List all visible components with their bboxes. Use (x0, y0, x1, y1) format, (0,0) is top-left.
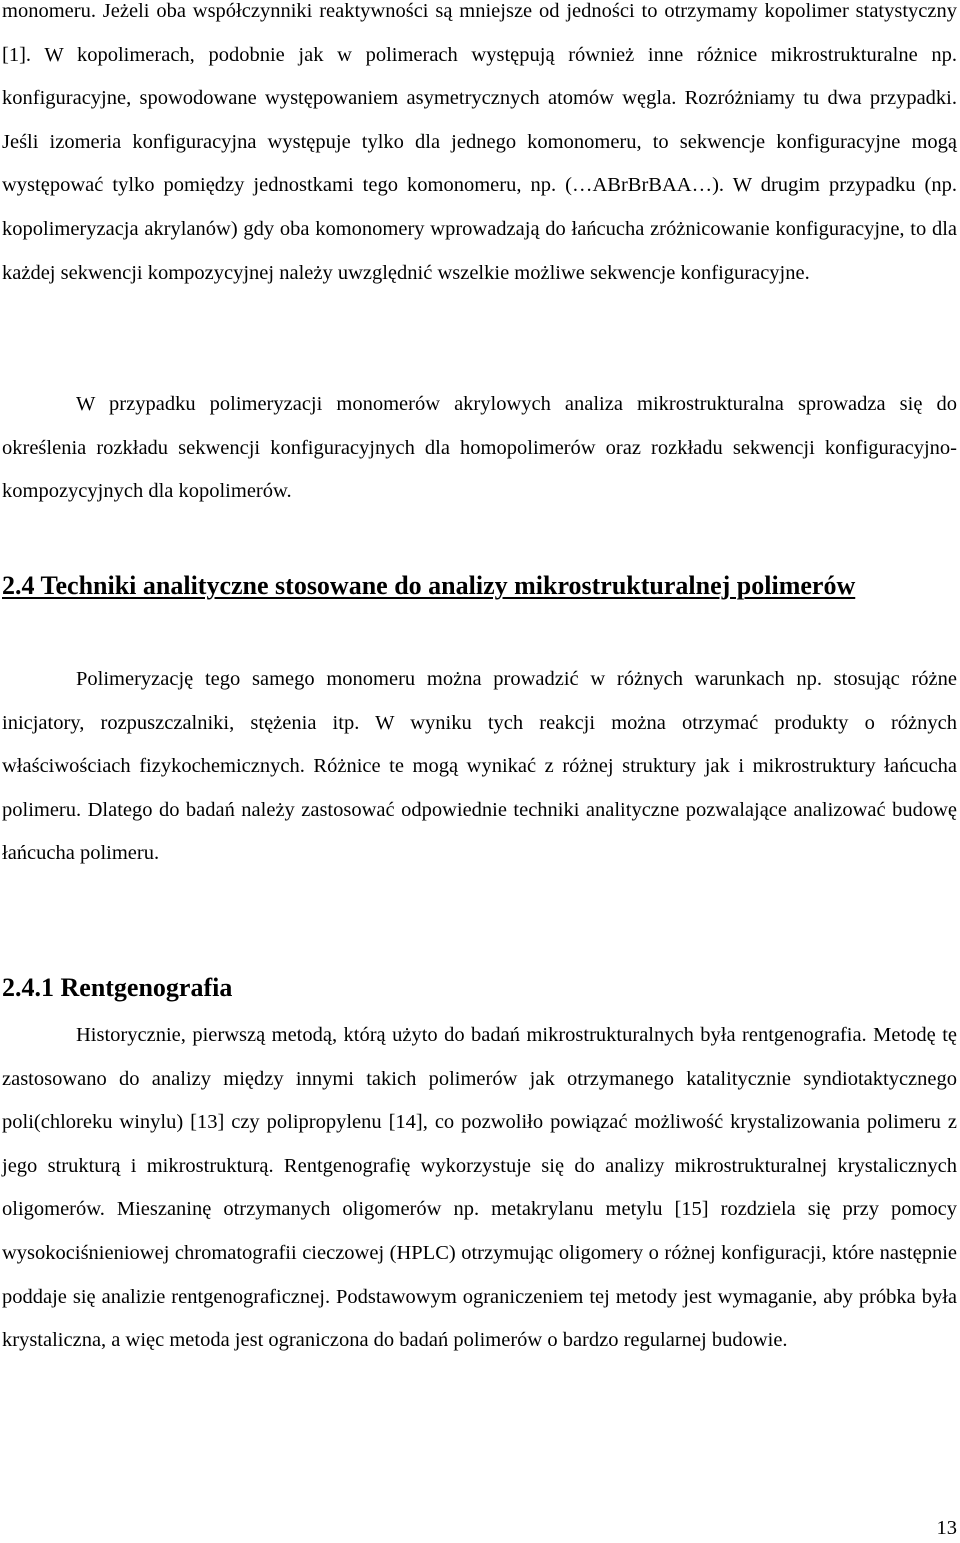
paragraph-x-ray-diffraction: Historycznie, pierwszą metodą, którą użyto do badań mikrostrukturalnych była rentgenografia. Metodę tę zastosowano do analizy między innymi takich polimerów jak otrzymanego katalitycznie syndiotaktycznego poli(chloreku winylu) [13] czy polipropylenu [14], co pozwoliło powiązać możliwość krystalizowania polimeru z jego strukturą i mikrostrukturą. Rentgenografię wykorzystuje się do analizy mikrostrukturalnej krystalicznych oligomerów. Mieszaninę otrzymanych oligomerów np. metakrylanu metylu [15] rozdziela się przy pomocy wysokociśnieniowej chromatografii cieczowej (HPLC) otrzymując oligomery o różnej konfiguracji, które następnie poddaje się analizie rentgenograficznej. Podstawowym ograniczeniem tej metody jest wymaganie, aby próbka była krystaliczna, a więc metoda jest ograniczona do badań polimerów o bardzo regularnej budowie. (2, 1024, 957, 1352)
paragraph-acrylic-microstructure: W przypadku polimeryzacji monomerów akrylowych analiza mikrostrukturalna sprowadza się do określenia rozkładu sekwencji konfiguracyjnych dla homopolimerów oraz rozkładu sekwencji konfiguracyjno-kompozycyjnych dla kopolimerów. (2, 393, 957, 503)
section-heading-2-4-1: 2.4.1 Rentgenografia (2, 973, 233, 1002)
page-number: 13 (936, 1517, 957, 1539)
section-heading-2-4-text: 2.4 Techniki analityczne stosowane do analizy mikrostrukturalnej polimerów (2, 571, 856, 600)
section-heading-2-4 (2, 560, 958, 612)
paragraph-copolymer-configurations: monomeru. Jeżeli oba współczynniki reaktywności są mniejsze od jedności to otrzymamy kopolimer statystyczny [1]. W kopolimerach, podobnie jak w polimerach występują również inne różnice mikrostrukturalne np. konfiguracyjne, spowodowane występowaniem asymetrycznych atomów węgla. Rozróżniamy tu dwa przypadki. Jeśli izomeria konfiguracyjna występuje tylko dla jednego komonomeru, to sekwencje konfiguracyjne mogą występować tylko pomiędzy jednostkami tego komonomeru, np. (…ABrBrBAA…). W drugim przypadku (np. kopolimeryzacja akrylanów) gdy oba komonomery wprowadzają do łańcucha zróżnicowanie konfiguracyjne, to dla każdej sekwencji kompozycyjnej należy uwzględnić wszelkie możliwe sekwencje konfiguracyjne. (2, 0, 957, 284)
paragraph-analytical-techniques: Polimeryzację tego samego monomeru można prowadzić w różnych warunkach np. stosując różne inicjatory, rozpuszczalniki, stężenia itp. W wyniku tych reakcji można otrzymać produkty o różnych właściwościach fizykochemicznych. Różnice te mogą wynikać z różnej struktury jak i mikrostruktury łańcucha polimeru. Dlatego do badań należy zastosować odpowiednie techniki analityczne pozwalające analizować budowę łańcucha polimeru. (2, 668, 957, 865)
